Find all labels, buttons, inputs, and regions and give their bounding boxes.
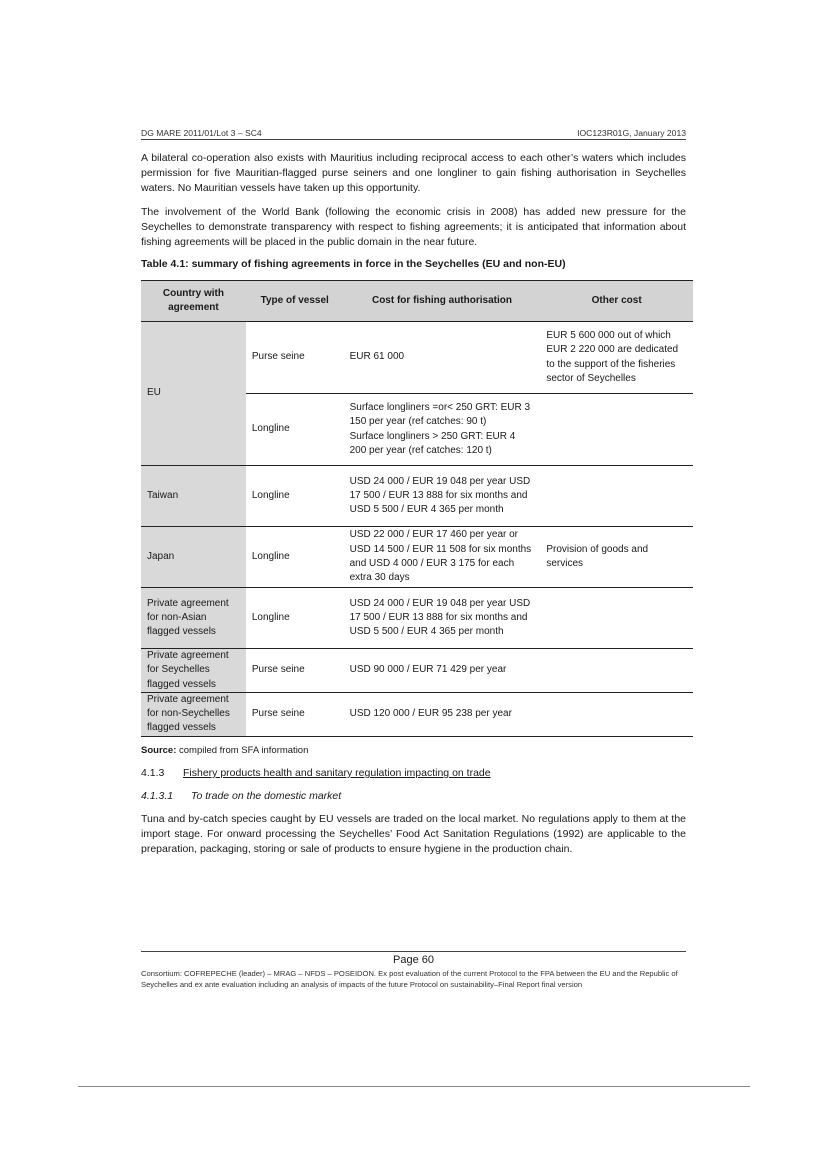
table-caption: Table 4.1: summary of fishing agreements in force in the Seychelles (EU and non-EU) [141, 258, 566, 270]
cell-country: Taiwan [141, 466, 246, 527]
table-row [141, 692, 693, 736]
cell-vessel-type: Purse seine [246, 692, 344, 736]
cell-country: Private agreement for non-Asian flagged vessels [141, 588, 246, 649]
cost-line-small-longliners: Surface longliners =or< 250 GRT: EUR 3 150 per year (ref catches: 90 t) [349, 401, 531, 428]
cell-vessel-type: Longline [246, 394, 344, 466]
page-bottom-divider [78, 1086, 750, 1087]
source-text: compiled from SFA information [176, 745, 309, 756]
section-heading-4-1-3 [141, 767, 491, 779]
section-heading-4-1-3-1 [141, 790, 341, 802]
cell-cost: USD 24 000 / EUR 19 048 per year USD 17 500 / EUR 13 888 for six months and USD 5 500 / EUR 4 365 per month [344, 466, 541, 527]
paragraph-world-bank: The involvement of the World Bank (following the economic crisis in 2008) has added new pressure for the Seychelles to demonstrate transparency with respect to fishing agreements; it is anticipated that information about fishing agreements will be placed in the public domain in the near future. [141, 206, 686, 248]
table-header-row [141, 281, 693, 322]
cell-vessel-type: Purse seine [246, 649, 344, 693]
cell-other-cost [540, 588, 693, 649]
cell-vessel-type: Longline [246, 588, 344, 649]
cell-other-cost [540, 466, 693, 527]
cell-other-cost [540, 692, 693, 736]
footer-note: Consortium: COFREPECHE (leader) – MRAG – NFDS – POSEIDON. Ex post evaluation of the current Protocol to the FPA between the EU and the Republic of Seychelles and ex ante evaluation including an analysis of impacts of the future Protocol on sustainability–Final Report final version [141, 969, 678, 989]
cell-other-cost: EUR 5 600 000 out of which EUR 2 220 000 are dedicated to the support of the fisheries sector of Seychelles [540, 322, 693, 394]
footer-divider [141, 951, 686, 952]
cell-country: Japan [141, 527, 246, 588]
cell-country: Private agreement for non-Seychelles flagged vessels [141, 692, 246, 736]
col-header-other-cost: Other cost [540, 281, 693, 322]
col-header-cost: Cost for fishing authorisation [344, 281, 541, 322]
cell-vessel-type: Longline [246, 527, 344, 588]
cost-line-large-longliners: Surface longliners > 250 GRT: EUR 4 200 per year (ref catches: 120 t) [349, 430, 516, 456]
source-label: Source: [141, 745, 177, 756]
header-left: DG MARE 2011/01/Lot 3 – SC4 [141, 128, 262, 138]
section-number: 4.1.3.1 [141, 790, 174, 802]
cell-cost: USD 120 000 / EUR 95 238 per year [344, 692, 541, 736]
col-header-country: Country with agreement [141, 281, 246, 322]
cell-other-cost: Provision of goods and services [540, 527, 693, 588]
table-row [141, 466, 693, 527]
cell-cost: USD 90 000 / EUR 71 429 per year [344, 649, 541, 693]
cell-cost: EUR 61 000 [344, 322, 541, 394]
section-number: 4.1.3 [141, 767, 165, 779]
cell-cost: USD 24 000 / EUR 19 048 per year USD 17 500 / EUR 13 888 for six months and USD 5 500 / EUR 4 365 per month [344, 588, 541, 649]
section-title: Fishery products health and sanitary regulation impacting on trade [183, 767, 491, 779]
cell-cost: USD 22 000 / EUR 17 460 per year or USD 14 500 / EUR 11 508 for six months and USD 4 000 / EUR 3 175 for each extra 30 days [344, 527, 541, 588]
cell-country: EU [141, 322, 246, 466]
table-row [141, 588, 693, 649]
cell-other-cost [540, 394, 693, 466]
header-right: IOC123R01G, January 2013 [577, 128, 686, 138]
page-number: Page 60 [393, 954, 434, 966]
section-title: To trade on the domestic market [191, 790, 342, 802]
table-source [141, 745, 308, 756]
paragraph-mauritius: A bilateral co-operation also exists with Mauritius including reciprocal access to each other’s waters which includes permission for five Mauritian-flagged purse seiners and one longliner to gain fishing authorisation in Seychelles waters. No Mauritian vessels have taken up this opportunity. [141, 152, 686, 194]
cell-country: Private agreement for Seychelles flagged vessels [141, 649, 246, 693]
paragraph-domestic-market: Tuna and by-catch species caught by EU vessels are traded on the local market. No regulations apply to them at the import stage. For onward processing the Seychelles’ Food Act Sanitation Regulations (1992) are applicable to the preparation, packaging, storing or sale of products to ensure hygiene in the production chain. [141, 813, 686, 855]
cell-vessel-type: Purse seine [246, 322, 344, 394]
cell-vessel-type: Longline [246, 466, 344, 527]
table-row [141, 322, 693, 394]
table-row [141, 527, 693, 588]
cell-other-cost [540, 649, 693, 693]
running-header [141, 128, 686, 140]
table-row [141, 649, 693, 693]
cell-cost [344, 394, 541, 466]
col-header-vessel-type: Type of vessel [246, 281, 344, 322]
agreements-table [141, 280, 693, 737]
